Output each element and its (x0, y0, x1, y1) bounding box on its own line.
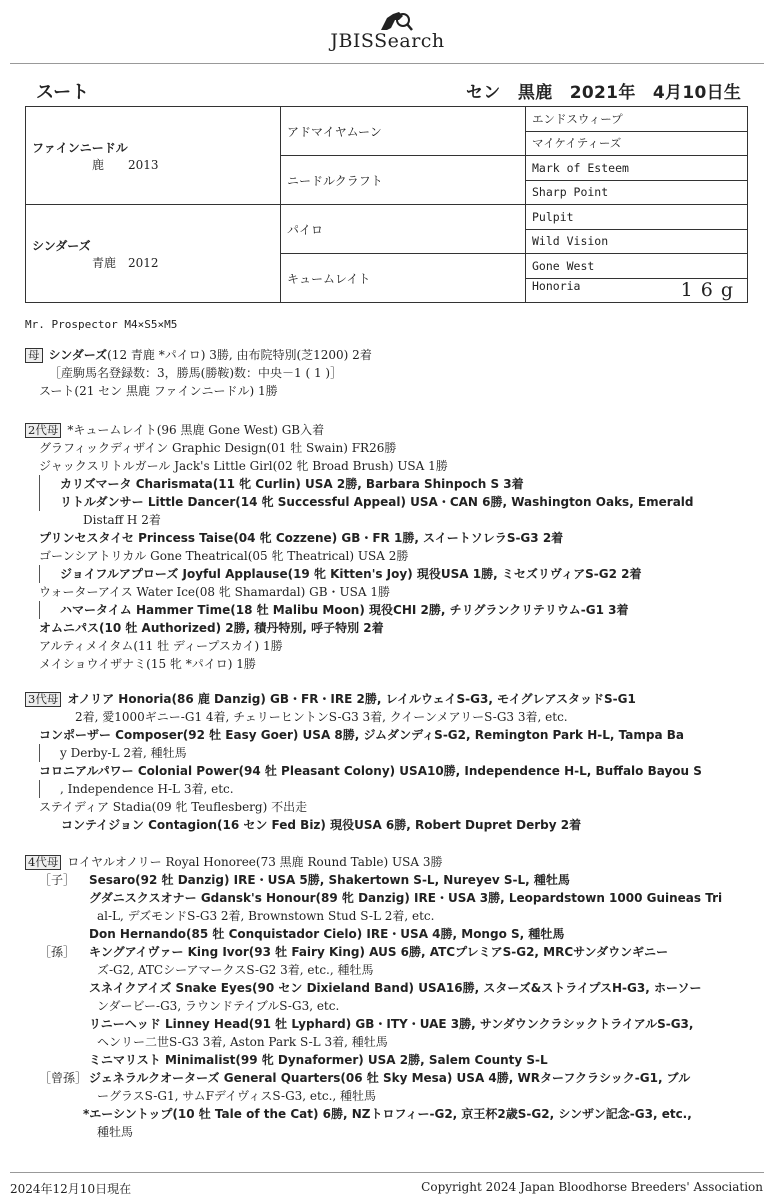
dam-sire[interactable]: パイロ (281, 205, 526, 254)
dam4-line: ジェネラルクオーターズ General Quarters(06 牡 Sky Mesa) USA 4勝, WRターフクラシック-G1, ブル (89, 1071, 691, 1085)
dam2-line: アルティメイタム(11 牡 ディープスカイ) 1勝 (39, 639, 283, 653)
dam2-section (25, 421, 760, 673)
dam2-line: ゴーンシアトリカル Gone Theatrical(05 牝 Theatrical) USA 2勝 (39, 549, 409, 563)
jbis-logo[interactable] (0, 10, 775, 52)
sire-sire[interactable]: アドマイヤムーン (281, 107, 526, 156)
dam3-line: 2着, 愛1000ギニー-G1 4着, チェリーヒントンS-G3 3着, クイーンメアリーS-G3 3着, etc. (75, 710, 568, 724)
dam-detail: 青鹿 2012 (92, 255, 159, 270)
dam4-line: ーグラスS-G1, サムFデイヴィスS-G3, etc., 種牡馬 (97, 1089, 377, 1103)
dam4-line: ロイヤルオノリー Royal Honoree(73 黒鹿 Round Table) USA 3勝 (67, 855, 443, 869)
dam4-line: ンダービー-G3, ラウンドテイブルS-G3, etc. (97, 999, 340, 1013)
dam2-line: リトルダンサー Little Dancer(14 牝 Successful Appeal) USA・CAN 6勝, Washington Oaks, Emerald (39, 493, 760, 511)
dam3-line: コンポーザー Composer(92 牡 Easy Goer) USA 8勝, ジムダンディS-G2, Remington Park H-L, Tampa Ba (39, 728, 684, 742)
g3-8 (526, 278, 748, 303)
sire-detail: 鹿 2013 (92, 157, 159, 172)
dam2-line: ジョイフルアプローズ Joyful Applause(19 牝 Kitten's Joy) 現役USA 1勝, ミセズリヴィアS-G2 2着 (39, 565, 760, 583)
dam4-line: Sesaro(92 牡 Danzig) IRE・USA 5勝, Shakertown S-L, Nureyev S-L, 種牡馬 (89, 873, 570, 887)
g3-6[interactable]: Wild Vision (526, 229, 748, 254)
dam2-line: グラフィックディザイン Graphic Design(01 牡 Swain) FR26勝 (39, 441, 397, 455)
logo-sub: Search (374, 30, 445, 52)
dam4-line: グダニスクスオナー Gdansk's Honour(89 牝 Danzig) IRE・USA 3勝, Leopardstown 1000 Guineas Tri (89, 891, 723, 905)
dam4-line: リニーヘッド Linney Head(91 牡 Lyphard) GB・ITY・UAE 3勝, サンダウンクラシックトライアルS-G3, (89, 1017, 694, 1031)
header-divider (10, 63, 764, 64)
dam3-line: ステイディア Stadia(09 牝 Teuflesberg) 不出走 (39, 800, 308, 814)
g3-5[interactable]: Pulpit (526, 205, 748, 230)
dam2-line: Distaff H 2着 (83, 513, 161, 527)
dam4-line: ヘンリー二世S-G3 3着, Aston Park S-L 3着, 種牡馬 (97, 1035, 388, 1049)
dam4-label: ［孫］ (39, 945, 76, 959)
dam3-line: コロニアルパワー Colonial Power(94 牡 Pleasant Colony) USA10勝, Independence H-L, Buffalo Bayou S (39, 764, 702, 778)
sire-dam[interactable]: ニードルクラフト (281, 156, 526, 205)
dam3-line: コンテイジョン Contagion(16 セン Fed Biz) 現役USA 6勝, Robert Dupret Derby 2着 (61, 818, 582, 832)
dam4-line: al-L, デズモンドS-G3 2着, Brownstown Stud S-L 2着, etc. (97, 909, 435, 923)
dam2-line: ウォーターアイス Water Ice(08 牝 Shamardal) GB・USA 1勝 (39, 585, 390, 599)
dam1-name[interactable]: シンダーズ (48, 348, 108, 362)
dam2-line: ハマータイム Hammer Time(18 牡 Malibu Moon) 現役CHI 2勝, チリグランクリテリウム-G1 3着 (39, 601, 760, 619)
dam4-line: Don Hernando(85 牡 Conquistador Cielo) IRE・USA 4勝, Mongo S, 種牡馬 (89, 927, 565, 941)
dam4-line: ミニマリスト Minimalist(99 牝 Dynaformer) USA 2勝, Salem County S-L (89, 1053, 548, 1067)
g3-3[interactable]: Mark of Esteem (526, 156, 748, 181)
footer-copyright: Copyright 2024 Japan Bloodhorse Breeders' Association (421, 1180, 763, 1194)
footer-date: 2024年12月10日現在 (10, 1182, 132, 1196)
section-tag: 4代母 (25, 855, 61, 870)
dam4-line: 種牡馬 (97, 1125, 134, 1139)
section-tag: 2代母 (25, 423, 61, 438)
dam1-foal: スート(21 セン 黒鹿 ファインニードル) 1勝 (39, 384, 278, 398)
sire-cell (26, 107, 281, 205)
dam-cell (26, 205, 281, 303)
sire-name[interactable]: ファインニードル (32, 140, 128, 155)
g3-2[interactable]: マイケイティーズ (526, 131, 748, 156)
dam1-record: (12 青鹿 *パイロ) 3勝, 由布院特別(芝1200) 2着 (107, 348, 372, 362)
dam2-line: プリンセスタイセ Princess Taise(04 牝 Cozzene) GB・FR 1勝, スイートソレラS-G3 2着 (39, 531, 564, 545)
dam2-line: オムニパス(10 牡 Authorized) 2勝, 積丹特別, 呼子特別 2着 (39, 621, 384, 635)
dam1-progeny-count: ［産駒馬名登録数：3，勝馬(勝鞍)数：中央－1 ( 1 )］ (49, 366, 343, 380)
horse-logo-icon (377, 8, 413, 34)
section-tag: 3代母 (25, 692, 61, 707)
dam4-line: スネイクアイズ Snake Eyes(90 セン Dixieland Band) USA16勝, スターズ&ストライプスH-G3, ホーソー (89, 981, 702, 995)
dam4-line: キングアイヴァー King Ivor(93 牡 Fairy King) AUS 6勝, ATCプレミアS-G2, MRCサンダウンギニー (89, 945, 669, 959)
dam4-line: *エーシントップ(10 牡 Tale of the Cat) 6勝, NZトロフィー-G2, 京王杯2歳S-G2, シンザン記念-G3, etc., (83, 1107, 692, 1121)
weight-value: 16g (680, 279, 741, 302)
g3-1[interactable]: エンドスウィープ (526, 107, 748, 132)
dam1-section (25, 346, 760, 400)
dam4-label: ［子］ (39, 873, 76, 887)
dam3-line: オノリア Honoria(86 鹿 Danzig) GB・FR・IRE 2勝, レイルウェイS-G3, モイグレアスタッドS-G1 (67, 692, 636, 706)
horse-info: セン 黒鹿 2021年 4月10日生 (466, 83, 742, 103)
dam-dam[interactable]: キュームレイト (281, 254, 526, 303)
dam4-section (25, 853, 760, 1141)
dam2-line: ジャックスリトルガール Jack's Little Girl(02 牝 Broad Brush) USA 1勝 (39, 459, 448, 473)
dam2-line: カリズマータ Charismata(11 牝 Curlin) USA 2勝, Barbara Shinpoch S 3着 (39, 475, 760, 493)
dam-name[interactable]: シンダーズ (32, 238, 91, 253)
logo-main: JBIS (330, 30, 375, 52)
dam3-line: y Derby-L 2着, 種牡馬 (39, 744, 760, 762)
g3-8-name[interactable]: Honoria (532, 279, 581, 294)
dam3-section (25, 690, 760, 834)
g3-4[interactable]: Sharp Point (526, 180, 748, 205)
dam4-label: ［曾孫］ (39, 1071, 88, 1085)
dam2-line: *キュームレイト(96 黒鹿 Gone West) GB入着 (67, 423, 325, 437)
g3-7[interactable]: Gone West (526, 254, 748, 279)
horse-name: スート (36, 82, 90, 103)
dam3-line: , Independence H-L 3着, etc. (39, 780, 760, 798)
dam2-line: メイショウイザナミ(15 牝 *パイロ) 1勝 (39, 657, 256, 671)
section-tag: 母 (25, 348, 43, 363)
footer-divider (10, 1172, 764, 1173)
pedigree-table (25, 106, 748, 303)
dam4-line: ズ-G2, ATCシーアマークスS-G2 3着, etc., 種牡馬 (97, 963, 374, 977)
inbreeding-note: Mr. Prospector M4×S5×M5 (25, 318, 178, 331)
